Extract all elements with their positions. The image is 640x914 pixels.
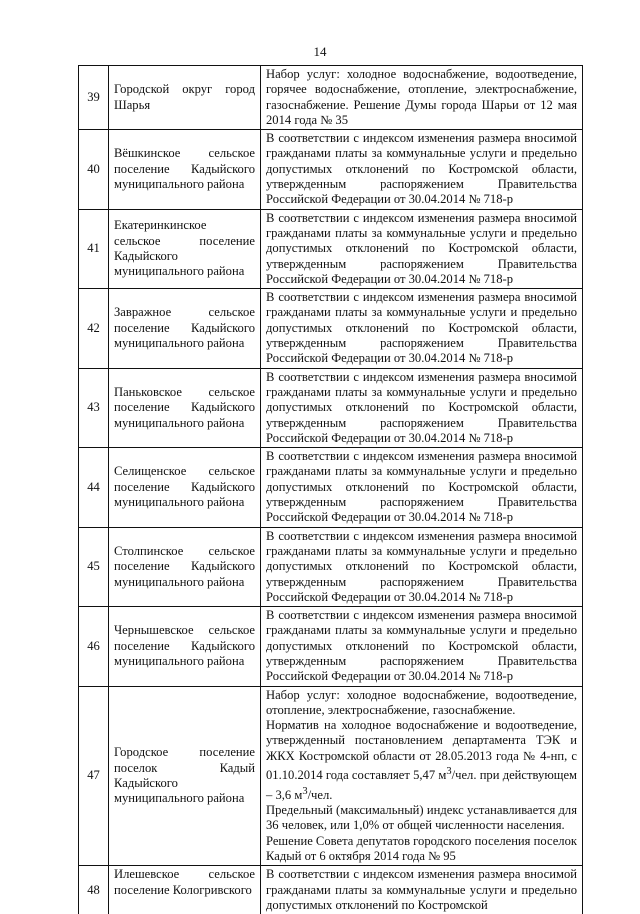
municipality-name: Селищенское сельское поселение Кадыйского муниципального района	[109, 448, 261, 527]
table-row	[79, 607, 583, 686]
row-number: 42	[79, 289, 109, 368]
table-row	[79, 289, 583, 368]
basis-paragraph: Решение Совета депутатов городского поселения поселок Кадый от 6 октября 2014 года № 95	[266, 834, 577, 865]
page-number: 14	[0, 44, 640, 60]
row-number: 47	[79, 686, 109, 866]
municipality-name: Вёшкинское сельское поселение Кадыйского муниципального района	[109, 130, 261, 209]
municipality-name: Городское поселение поселок Кадый Кадыйского муниципального района	[109, 686, 261, 866]
row-number: 46	[79, 607, 109, 686]
table-row	[79, 448, 583, 527]
municipality-name: Завражное сельское поселение Кадыйского муниципального района	[109, 289, 261, 368]
basis-text: В соответствии с индексом изменения размера вносимой гражданами платы за коммунальные услуги и предельно допустимых отклонений по Костромской области, утвержденным распоряжением Правительства Российской Федерации от 30.04.2014 № 718-р	[261, 289, 583, 368]
table-row	[79, 686, 583, 866]
table-row	[79, 209, 583, 288]
superscript-cubed: 3	[302, 786, 307, 797]
basis-text-multi	[261, 686, 583, 866]
basis-paragraph: Предельный (максимальный) индекс устанавливается для 36 человек, или 1,0% от общей численности населения.	[266, 803, 577, 834]
municipality-name: Городской округ город Шарья	[109, 66, 261, 130]
basis-fragment: /чел.	[308, 788, 333, 802]
basis-text: В соответствии с индексом изменения размера вносимой гражданами платы за коммунальные услуги и предельно допустимых отклонений по Костромской	[261, 866, 583, 914]
basis-paragraph: Набор услуг: холодное водоснабжение, водоотведение, отопление, электроснабжение, газоснабжение.	[266, 688, 577, 719]
municipality-name: Екатеринкинское сельское поселение Кадыйского муниципального района	[109, 209, 261, 288]
superscript-cubed: 3	[446, 766, 451, 777]
row-number: 43	[79, 368, 109, 447]
table-row	[79, 66, 583, 130]
basis-text: В соответствии с индексом изменения размера вносимой гражданами платы за коммунальные услуги и предельно допустимых отклонений по Костромской области, утвержденным распоряжением Правительства Российской Федерации от 30.04.2014 № 718-р	[261, 607, 583, 686]
basis-text: В соответствии с индексом изменения размера вносимой гражданами платы за коммунальные услуги и предельно допустимых отклонений по Костромской области, утвержденным распоряжением Правительства Российской Федерации от 30.04.2014 № 718-р	[261, 448, 583, 527]
basis-text: В соответствии с индексом изменения размера вносимой гражданами платы за коммунальные услуги и предельно допустимых отклонений по Костромской области, утвержденным распоряжением Правительства Российской Федерации от 30.04.2014 № 718-р	[261, 527, 583, 606]
basis-text: В соответствии с индексом изменения размера вносимой гражданами платы за коммунальные услуги и предельно допустимых отклонений по Костромской области, утвержденным распоряжением Правительства Российской Федерации от 30.04.2014 № 718-р	[261, 209, 583, 288]
municipality-name: Чернышевское сельское поселение Кадыйского муниципального района	[109, 607, 261, 686]
row-number: 40	[79, 130, 109, 209]
municipality-name: Столпинское сельское поселение Кадыйского муниципального района	[109, 527, 261, 606]
basis-paragraph	[266, 718, 577, 803]
basis-fragment: Норматив на холодное водоснабжение и водоотведение, утвержденный постановлением департамента ТЭК и ЖКХ Костромской области от 28.05.2013 года № 4-нп, с 01.10.2014 года составляет 5,47 м	[266, 718, 577, 782]
table-row	[79, 527, 583, 606]
table-row	[79, 130, 583, 209]
row-number: 39	[79, 66, 109, 130]
table-row	[79, 368, 583, 447]
basis-text: В соответствии с индексом изменения размера вносимой гражданами платы за коммунальные услуги и предельно допустимых отклонений по Костромской области, утвержденным распоряжением Правительства Российской Федерации от 30.04.2014 № 718-р	[261, 368, 583, 447]
basis-text: В соответствии с индексом изменения размера вносимой гражданами платы за коммунальные услуги и предельно допустимых отклонений по Костромской области, утвержденным распоряжением Правительства Российской Федерации от 30.04.2014 № 718-р	[261, 130, 583, 209]
basis-text: Набор услуг: холодное водоснабжение, водоотведение, горячее водоснабжение, отопление, электроснабжение, газоснабжение. Решение Думы города Шарьи от 12 мая 2014 года № 35	[261, 66, 583, 130]
row-number: 44	[79, 448, 109, 527]
tariff-table	[78, 65, 583, 914]
table-body	[79, 66, 583, 914]
basis-fragment: /чел. при действующем – 3,6 м	[266, 768, 577, 801]
row-number: 45	[79, 527, 109, 606]
row-number: 41	[79, 209, 109, 288]
municipality-name: Паньковское сельское поселение Кадыйского муниципального района	[109, 368, 261, 447]
municipality-name: Илешевское сельское поселение Кологривского	[109, 866, 261, 914]
table-row	[79, 866, 583, 914]
row-number: 48	[79, 866, 109, 914]
